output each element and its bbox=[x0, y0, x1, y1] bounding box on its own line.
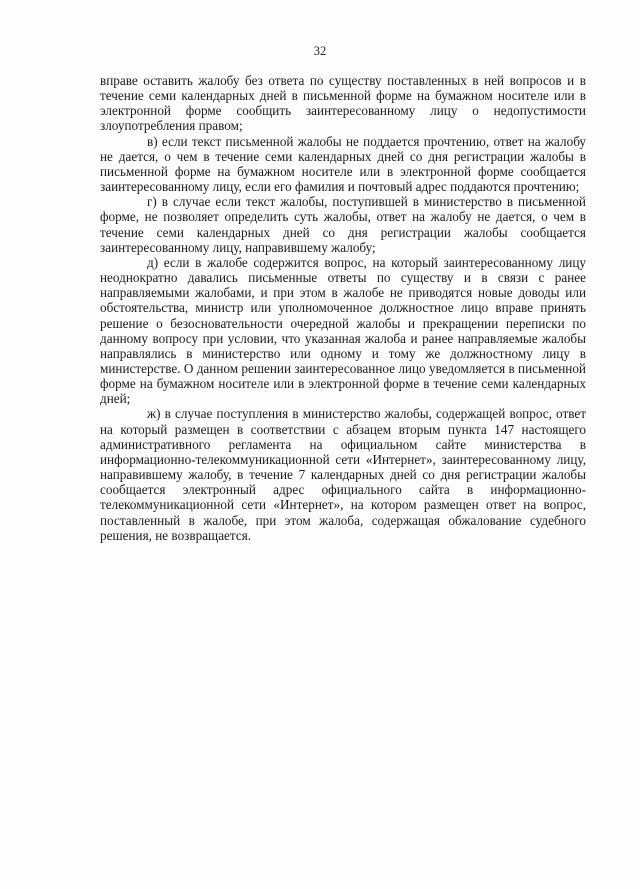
paragraph-continuation: вправе оставить жалобу без ответа по существу поставленных в ней вопросов и в течение семи календарных дней в письменной форме на бумажном носителе или в электронной форме сообщить заинтересованному лицу о недопустимости злоупотребления правом; bbox=[100, 73, 586, 134]
paragraph-item-zh: ж) в случае поступления в министерство жалобы, содержащей вопрос, ответ на который размещен в соответствии с абзацем вторым пункта 147 настоящего административного регламента на официальном сайте министерства в информационно-телекоммуникационной сети «Интернет», заинтересованному лицу, направившему жалобу, в течение 7 календарных дней со дня регистрации жалобы сообщается электронный адрес официального сайта в информационно-телекоммуникационной сети «Интернет», на котором размещен ответ на вопрос, поставленный в жалобе, при этом жалоба, содержащая обжалование судебного решения, не возвращается. bbox=[100, 406, 586, 543]
page-number: 32 bbox=[313, 44, 327, 58]
document-body bbox=[100, 73, 586, 543]
paragraph-item-v: в) если текст письменной жалобы не поддается прочтению, ответ на жалобу не дается, о чем в течение семи календарных дней со дня регистрации жалобы в письменной форме на бумажном носителе или в электронной форме сообщается заинтересованному лицу, если его фамилия и почтовый адрес поддаются прочтению; bbox=[100, 133, 586, 195]
paragraph-item-g: г) в случае если текст жалобы, поступившей в министерство в письменной форме, не позволяет определить суть жалобы, ответ на жалобу не дается, о чем в течение семи календарных дней со дня регистрации жалобы сообщается заинтересованному лицу, направившему жалобу; bbox=[100, 194, 586, 255]
paragraph-item-d: д) если в жалобе содержится вопрос, на который заинтересованному лицу неоднократно давались письменные ответы по существу и в связи с ранее направляемыми жалобами, и при этом в жалобе не приводятся новые доводы или обстоятельства, министр или уполномоченное должностное лицо вправе принять решение о безосновательности очередной жалобы и прекращении переписки по данному вопросу при условии, что указанная жалоба и ранее направляемые жалобы направлялись в министерство или одному и тому же должностному лицу в министерстве. О данном решении заинтересованное лицо уведомляется в письменной форме на бумажном носителе или в электронной форме в течение семи календарных дней; bbox=[100, 254, 586, 407]
